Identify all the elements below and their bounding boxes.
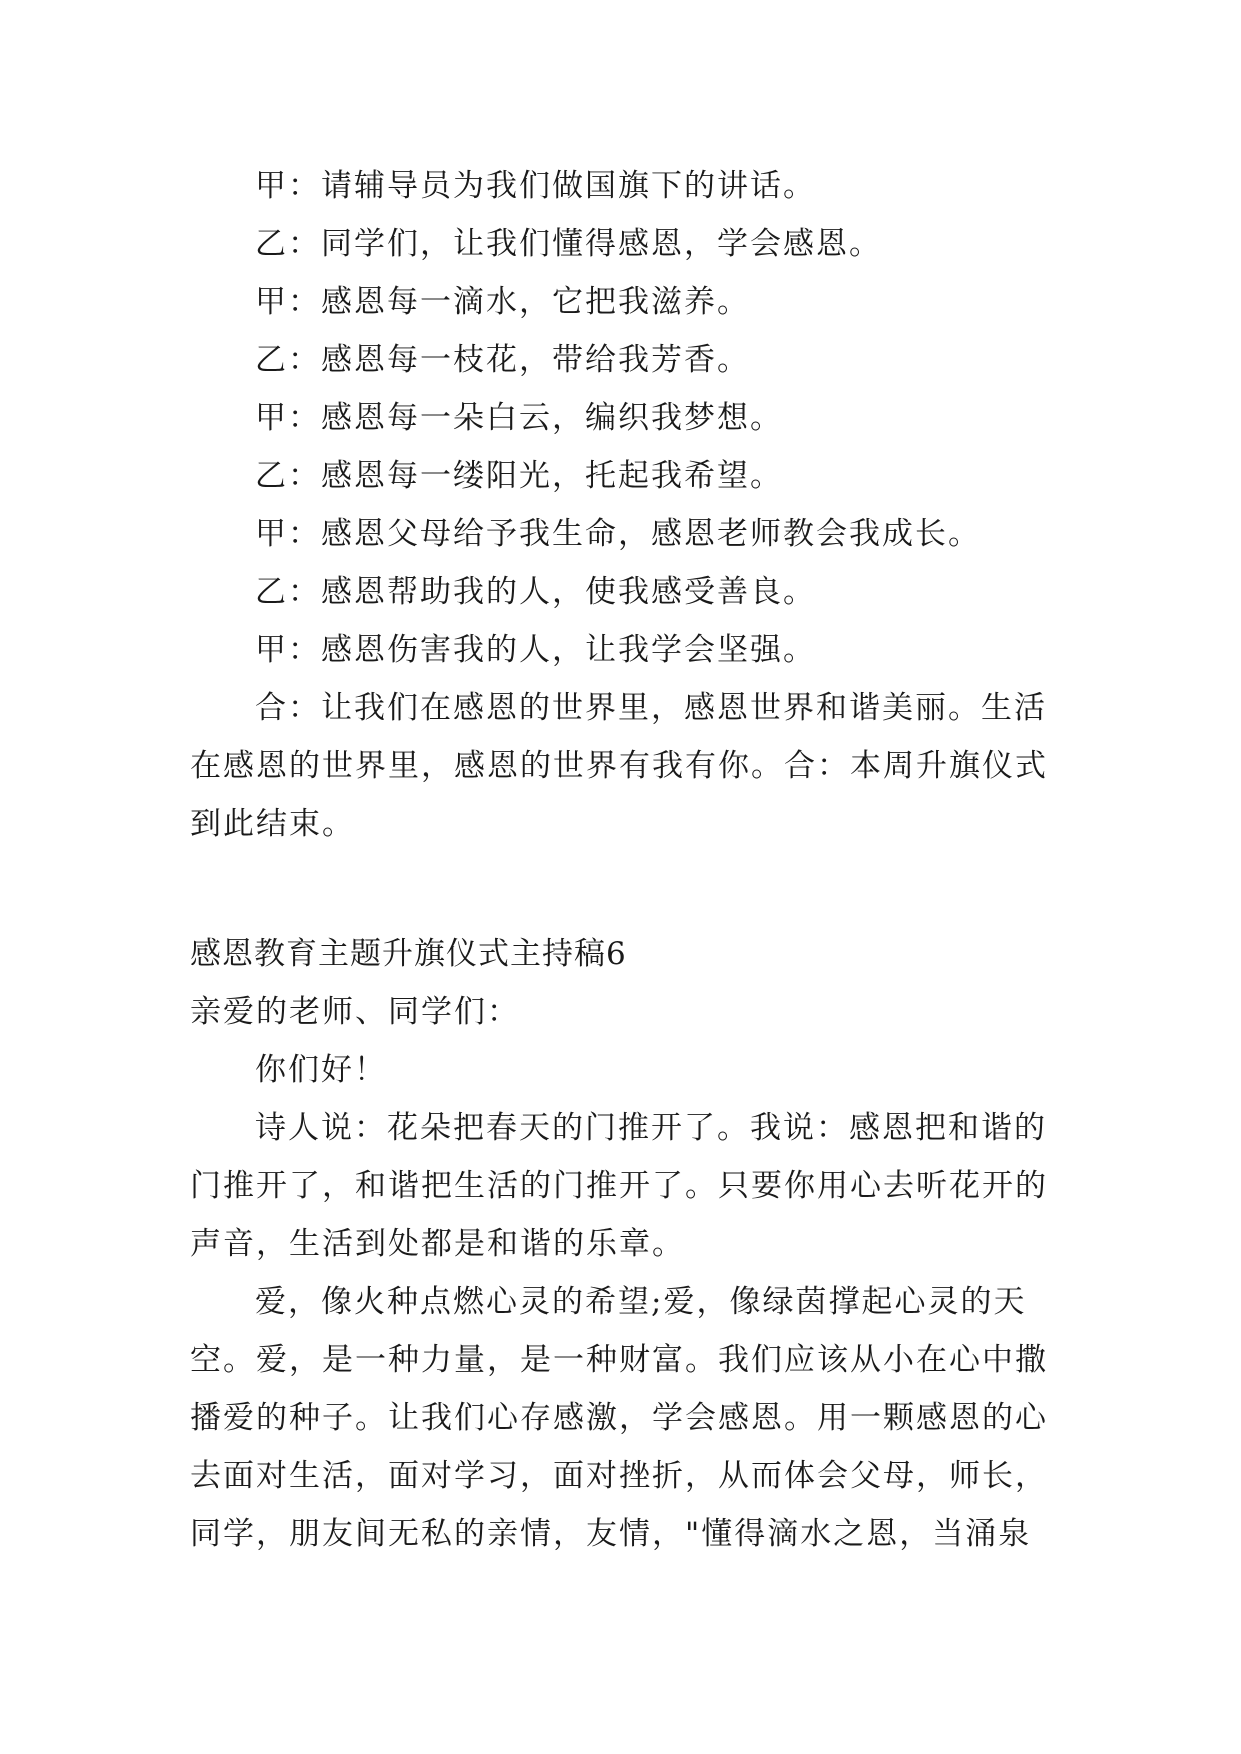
paragraph-poet [190, 1099, 1060, 1273]
dialogue-line: 甲：感恩每一滴水，它把我滋养。 [255, 284, 750, 320]
paragraph-line: 诗人说：花朵把春天的门推开了。我说：感恩把和谐的 [255, 1110, 1047, 1146]
closing-line: 合：让我们在感恩的世界里，感恩世界和谐美丽。生活 [255, 690, 1047, 726]
dialogue-line: 乙：同学们，让我们懂得感恩，学会感恩。 [255, 226, 882, 262]
dialogue-line: 乙：感恩每一枝花，带给我芳香。 [255, 342, 750, 378]
closing-line: 到此结束。 [190, 806, 355, 842]
salutation: 亲爱的老师、同学们： [190, 994, 520, 1030]
section-title: 感恩教育主题升旗仪式主持稿6 [190, 936, 627, 972]
closing-paragraph [190, 679, 1060, 853]
paragraph-line: 播爱的种子。让我们心存感激，学会感恩。用一颗感恩的心 [190, 1400, 1048, 1436]
dialogue-line: 甲：请辅导员为我们做国旗下的讲话。 [255, 168, 816, 204]
paragraph-line: 去面对生活，面对学习，面对挫折，从而体会父母，师长， [190, 1458, 1048, 1494]
paragraph-line: 空。爱，是一种力量，是一种财富。我们应该从小在心中撒 [190, 1342, 1048, 1378]
paragraph-line: 门推开了，和谐把生活的门推开了。只要你用心去听花开的 [190, 1168, 1048, 1204]
dialogue-line: 乙：感恩帮助我的人，使我感受善良。 [255, 574, 816, 610]
greeting: 你们好！ [255, 1052, 387, 1088]
paragraph-line: 同学，朋友间无私的亲情，友情，"懂得滴水之恩，当涌泉 [190, 1516, 1032, 1552]
dialogue-line: 乙：感恩每一缕阳光，托起我希望。 [255, 458, 783, 494]
paragraph-line: 爱，像火种点燃心灵的希望;爱，像绿茵撑起心灵的天 [255, 1284, 1027, 1320]
dialogue-line: 甲：感恩伤害我的人，让我学会坚强。 [255, 632, 816, 668]
dialogue-line: 甲：感恩每一朵白云，编织我梦想。 [255, 400, 783, 436]
dialogue-line: 甲：感恩父母给予我生命，感恩老师教会我成长。 [255, 516, 981, 552]
section-block [190, 925, 1060, 1563]
closing-line: 在感恩的世界里，感恩的世界有我有你。合：本周升旗仪式 [190, 748, 1048, 784]
paragraph-line: 声音，生活到处都是和谐的乐章。 [190, 1226, 685, 1262]
dialogue-block [190, 157, 1060, 853]
paragraph-love [190, 1273, 1060, 1563]
